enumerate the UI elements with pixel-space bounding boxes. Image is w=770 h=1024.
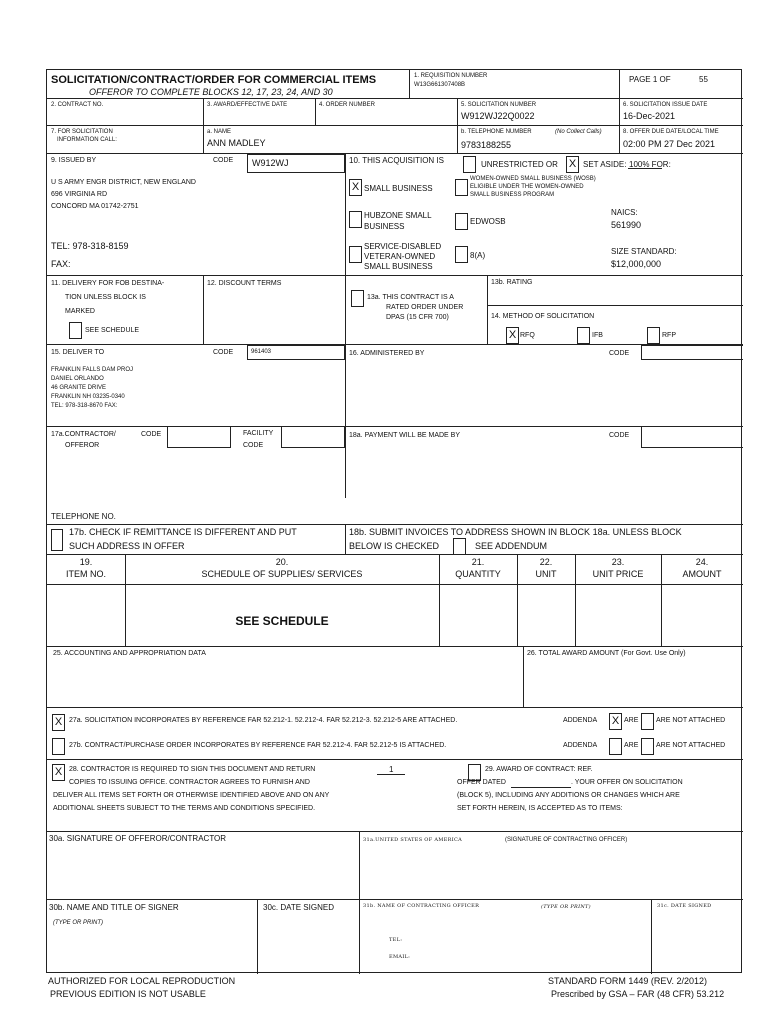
footer-previous-edition: PREVIOUS EDITION IS NOT USABLE xyxy=(50,989,206,999)
col23-num: 23. xyxy=(611,557,625,567)
rfp-label: RFP xyxy=(662,332,676,339)
b29-line-2: . YOUR OFFER ON SOLICITATION xyxy=(571,779,683,786)
footer-standard-form: STANDARD FORM 1449 (REV. 2/2012) xyxy=(548,976,708,986)
sdvosb-checkbox[interactable] xyxy=(349,246,362,263)
small-business-checkbox[interactable]: X xyxy=(349,179,362,196)
b29-offer-dated: OFFER DATED xyxy=(457,779,506,786)
issuer-fax: FAX: xyxy=(51,259,71,269)
solicitation-number[interactable]: W912WJ22Q0022 xyxy=(461,111,535,121)
no-collect-note: (No Collect Calls) xyxy=(555,129,602,135)
method-label: 14. METHOD OF SOLICITATION xyxy=(491,313,595,320)
issued-by-label: 9. ISSUED BY xyxy=(51,157,97,164)
requisition-number[interactable]: W13G661307408B xyxy=(414,82,466,88)
rating-label: 13b. RATING xyxy=(491,279,533,286)
for-solicitation-label: 7. FOR SOLICITATION xyxy=(51,129,113,135)
order-number-label: 4. ORDER NUMBER xyxy=(319,102,376,108)
deliver-to-line-1: FRANKLIN FALLS DAM PROJ xyxy=(51,367,134,373)
eight-a-checkbox[interactable] xyxy=(455,246,468,263)
deliver-to-code-label: CODE xyxy=(213,349,234,356)
see-schedule-checkbox[interactable] xyxy=(69,322,82,339)
see-addendum-checkbox[interactable] xyxy=(453,538,466,555)
b30b-type-or-print: (TYPE OR PRINT) xyxy=(53,920,104,926)
payment-by-label: 18a. PAYMENT WILL BE MADE BY xyxy=(349,432,460,439)
naics-label: NAICS: xyxy=(611,208,638,217)
submit-invoices-label-2: BELOW IS CHECKED xyxy=(349,541,440,551)
award-date-label: 3. AWARD/EFFECTIVE DATE xyxy=(207,102,288,108)
b30c-label: 30c. DATE SIGNED xyxy=(263,903,334,912)
b28-line-1: 28. CONTRACTOR IS REQUIRED TO SIGN THIS DOCUMENT AND RETURN xyxy=(69,766,316,773)
remittance-label-1: 17b. CHECK IF REMITTANCE IS DIFFERENT AND PUT xyxy=(69,527,297,537)
b28-line-2: COPIES TO ISSUING OFFICE. CONTRACTOR AGREES TO FURNISH AND xyxy=(69,779,310,786)
issuer-line-1: U S ARMY ENGR DISTRICT, NEW ENGLAND xyxy=(51,179,196,186)
wosb-label-1: WOMEN-OWNED SMALL BUSINESS (WOSB) xyxy=(470,176,596,182)
b27b-are-not-checkbox[interactable] xyxy=(641,738,654,755)
issuer-line-3: CONCORD MA 01742-2751 xyxy=(51,203,139,210)
administered-code-label: CODE xyxy=(609,350,630,357)
b27b-are-not-label: ARE NOT ATTACHED xyxy=(656,742,726,749)
b27b-are-label: ARE xyxy=(624,742,639,749)
b30a-label: 30a. SIGNATURE OF OFFEROR/CONTRACTOR xyxy=(49,834,227,843)
deliver-to-code[interactable]: 961403 xyxy=(251,349,272,355)
schedule-body: SEE SCHEDULE xyxy=(235,614,329,628)
facility-label-2: CODE xyxy=(243,442,264,449)
col20-label: SCHEDULE OF SUPPLIES/ SERVICES xyxy=(201,569,363,579)
rfq-label: RFQ xyxy=(520,332,535,339)
b28-copies[interactable]: 1 xyxy=(389,765,394,774)
wosb-checkbox[interactable] xyxy=(455,179,468,196)
accounting-label: 25. ACCOUNTING AND APPROPRIATION DATA xyxy=(53,650,206,657)
deliver-to-label: 15. DELIVER TO xyxy=(51,349,105,356)
b31a-label: 31a.UNITED STATES OF AMERICA xyxy=(363,837,463,843)
rated-order-label-3: DPAS (15 CFR 700) xyxy=(386,314,449,321)
contractor-label-1: 17a.CONTRACTOR/ xyxy=(51,431,116,438)
co-email-label: EMAIL: xyxy=(389,954,411,960)
small-business-label: SMALL BUSINESS xyxy=(364,184,433,193)
b27a-checkbox[interactable]: X xyxy=(52,714,65,731)
ifb-label: IFB xyxy=(592,332,603,339)
col24-num: 24. xyxy=(695,557,709,567)
col19-num: 19. xyxy=(79,557,93,567)
edwosb-label: EDWOSB xyxy=(470,217,506,226)
b31a-signature-label: (SIGNATURE OF CONTRACTING OFFICER) xyxy=(505,837,628,843)
unrestricted-label: UNRESTRICTED OR xyxy=(481,160,558,169)
page-label: PAGE 1 OF xyxy=(629,75,671,84)
delivery-label-3: MARKED xyxy=(65,308,95,315)
deliver-to-line-4: FRANKLIN NH 03235-0340 xyxy=(51,394,125,400)
acquisition-label: 10. THIS ACQUISITION IS xyxy=(349,156,444,165)
set-aside-checkbox[interactable]: X xyxy=(566,156,579,173)
issuer-tel: TEL: 978-318-8159 xyxy=(51,241,129,251)
b30b-label: 30b. NAME AND TITLE OF SIGNER xyxy=(49,903,179,912)
b27a-are-not-checkbox[interactable] xyxy=(641,713,654,730)
submit-invoices-label-1: 18b. SUBMIT INVOICES TO ADDRESS SHOWN IN BLOCK 18a. UNLESS BLOCK xyxy=(349,527,682,537)
col22-label: UNIT xyxy=(535,569,557,579)
offer-due-label: 8. OFFER DUE DATE/LOCAL TIME xyxy=(623,129,719,135)
col21-label: QUANTITY xyxy=(455,569,501,579)
issued-by-code[interactable]: W912WJ xyxy=(252,158,289,168)
hubzone-checkbox[interactable] xyxy=(349,211,362,228)
size-standard: $12,000,000 xyxy=(611,259,662,269)
footer-reproduction: AUTHORIZED FOR LOCAL REPRODUCTION xyxy=(48,976,236,986)
contact-phone[interactable]: 9783188255 xyxy=(461,140,512,150)
contact-name[interactable]: ANN MADLEY xyxy=(207,138,266,148)
set-aside-percent: 100% FOR: xyxy=(629,160,671,169)
ifb-checkbox[interactable] xyxy=(577,327,590,344)
b28-checkbox[interactable]: X xyxy=(52,764,65,781)
rfp-checkbox[interactable] xyxy=(647,327,660,344)
page-total: 55 xyxy=(699,75,708,84)
discount-terms-label: 12. DISCOUNT TERMS xyxy=(207,280,282,287)
b27a-label: 27a. SOLICITATION INCORPORATES BY REFERENCE FAR 52.212-1. 52.212-4. FAR 52.212-3. 52.212-5 ARE ATTACHED. xyxy=(69,717,458,724)
wosb-label-2: ELIGIBLE UNDER THE WOMEN-OWNED xyxy=(470,184,584,190)
issued-by-code-label: CODE xyxy=(213,157,234,164)
sdvosb-label-2: VETERAN-OWNED xyxy=(364,252,436,261)
remittance-label-2: SUCH ADDRESS IN OFFER xyxy=(69,541,185,551)
telephone-label: b. TELEPHONE NUMBER xyxy=(461,129,532,135)
see-schedule-label: SEE SCHEDULE xyxy=(85,327,140,334)
b31b-type-or-print: (TYPE OR PRINT) xyxy=(541,904,591,910)
issue-date-label: 6. SOLICITATION ISSUE DATE xyxy=(623,102,708,108)
size-standard-label: SIZE STANDARD: xyxy=(611,247,677,256)
issue-date[interactable]: 16-Dec-2021 xyxy=(623,111,676,121)
b27a-are-checkbox[interactable]: X xyxy=(609,713,622,730)
edwosb-checkbox[interactable] xyxy=(455,213,468,230)
b27b-are-checkbox[interactable] xyxy=(609,738,622,755)
b29-line-1: 29. AWARD OF CONTRACT: REF. xyxy=(485,766,593,773)
administered-by-label: 16. ADMINISTERED BY xyxy=(349,350,425,357)
sf1449-form xyxy=(46,69,742,973)
col22-num: 22. xyxy=(539,557,553,567)
b27b-checkbox[interactable] xyxy=(52,738,65,755)
hubzone-label-2: BUSINESS xyxy=(364,222,405,231)
requisition-number-label: 1. REQUISITION NUMBER xyxy=(414,73,488,79)
b27a-are-label: ARE xyxy=(624,717,639,724)
rated-order-checkbox[interactable] xyxy=(351,290,364,307)
sdvosb-label-3: SMALL BUSINESS xyxy=(364,262,433,271)
set-aside-label: SET ASIDE: xyxy=(583,160,627,169)
b29-line-4: SET FORTH HEREIN, IS ACCEPTED AS TO ITEMS: xyxy=(457,805,623,812)
form-subtitle: OFFEROR TO COMPLETE BLOCKS 12, 17, 23, 24, AND 30 xyxy=(89,87,333,97)
facility-label-1: FACILITY xyxy=(243,430,274,437)
b31c-label: 31c. DATE SIGNED xyxy=(657,903,712,909)
wosb-label-3: SMALL BUSINESS PROGRAM xyxy=(470,192,555,198)
b28-line-3: DELIVER ALL ITEMS SET FORTH OR OTHERWISE IDENTIFIED ABOVE AND ON ANY xyxy=(53,792,330,799)
rfq-checkbox[interactable]: X xyxy=(506,327,519,344)
b27b-addenda-label: ADDENDA xyxy=(563,742,598,749)
info-call-label: INFORMATION CALL: xyxy=(57,137,117,143)
col19-label: ITEM NO. xyxy=(66,569,106,579)
offer-due-date[interactable]: 02:00 PM 27 Dec 2021 xyxy=(623,139,716,149)
rated-order-label-2: RATED ORDER UNDER xyxy=(386,304,464,311)
contractor-label-2: OFFEROR xyxy=(65,442,100,449)
col21-num: 21. xyxy=(471,557,485,567)
b27a-addenda-label: ADDENDA xyxy=(563,717,598,724)
sdvosb-label-1: SERVICE-DISABLED xyxy=(364,242,442,251)
eight-a-label: 8(A) xyxy=(470,251,486,260)
issuer-line-2: 696 VIRGINIA RD xyxy=(51,191,108,198)
name-label: a. NAME xyxy=(207,129,232,135)
payment-code-label: CODE xyxy=(609,432,630,439)
deliver-to-line-2: DANIEL ORLANDO xyxy=(51,376,104,382)
co-tel-label: TEL: xyxy=(389,937,403,943)
naics-code: 561990 xyxy=(611,220,642,230)
col20-num: 20. xyxy=(275,557,289,567)
contract-no-label: 2. CONTRACT NO. xyxy=(51,102,104,108)
remittance-checkbox[interactable] xyxy=(51,529,63,551)
contractor-code-label: CODE xyxy=(141,431,162,438)
b27a-are-not-label: ARE NOT ATTACHED xyxy=(656,717,726,724)
form-title: SOLICITATION/CONTRACT/ORDER FOR COMMERCIAL ITEMS xyxy=(51,74,377,86)
b31b-label: 31b. NAME OF CONTRACTING OFFICER xyxy=(363,903,480,909)
deliver-to-line-3: 46 GRANITE DRIVE xyxy=(51,385,107,391)
telephone-no-label: TELEPHONE NO. xyxy=(51,512,116,521)
col24-label: AMOUNT xyxy=(682,569,722,579)
footer-prescribed-by: Prescribed by GSA – FAR (48 CFR) 53.212 xyxy=(551,989,725,999)
unrestricted-checkbox[interactable] xyxy=(463,156,476,173)
b27b-label: 27b. CONTRACT/PURCHASE ORDER INCORPORATES BY REFERENCE FAR 52.212-4. FAR 52.212-5 IS ATTACHED. xyxy=(69,742,447,749)
see-addendum-label: SEE ADDENDUM xyxy=(475,541,548,551)
delivery-label-2: TION UNLESS BLOCK IS xyxy=(65,294,146,301)
solicitation-number-label: 5. SOLICITATION NUMBER xyxy=(461,102,537,108)
b28-line-4: ADDITIONAL SHEETS SUBJECT TO THE TERMS AND CONDITIONS SPECIFIED. xyxy=(53,805,316,812)
deliver-to-line-5: TEL: 978-318-8670 FAX: xyxy=(51,403,118,409)
rated-order-label-1: 13a. THIS CONTRACT IS A xyxy=(367,294,454,301)
b29-line-3: (BLOCK 5), INCLUDING ANY ADDITIONS OR CHANGES WHICH ARE xyxy=(457,792,680,799)
total-award-label: 26. TOTAL AWARD AMOUNT (For Govt. Use Only) xyxy=(527,650,686,657)
delivery-label-1: 11. DELIVERY FOR FOB DESTINA- xyxy=(51,280,165,287)
hubzone-label-1: HUBZONE SMALL xyxy=(364,211,432,220)
col23-label: UNIT PRICE xyxy=(592,569,644,579)
